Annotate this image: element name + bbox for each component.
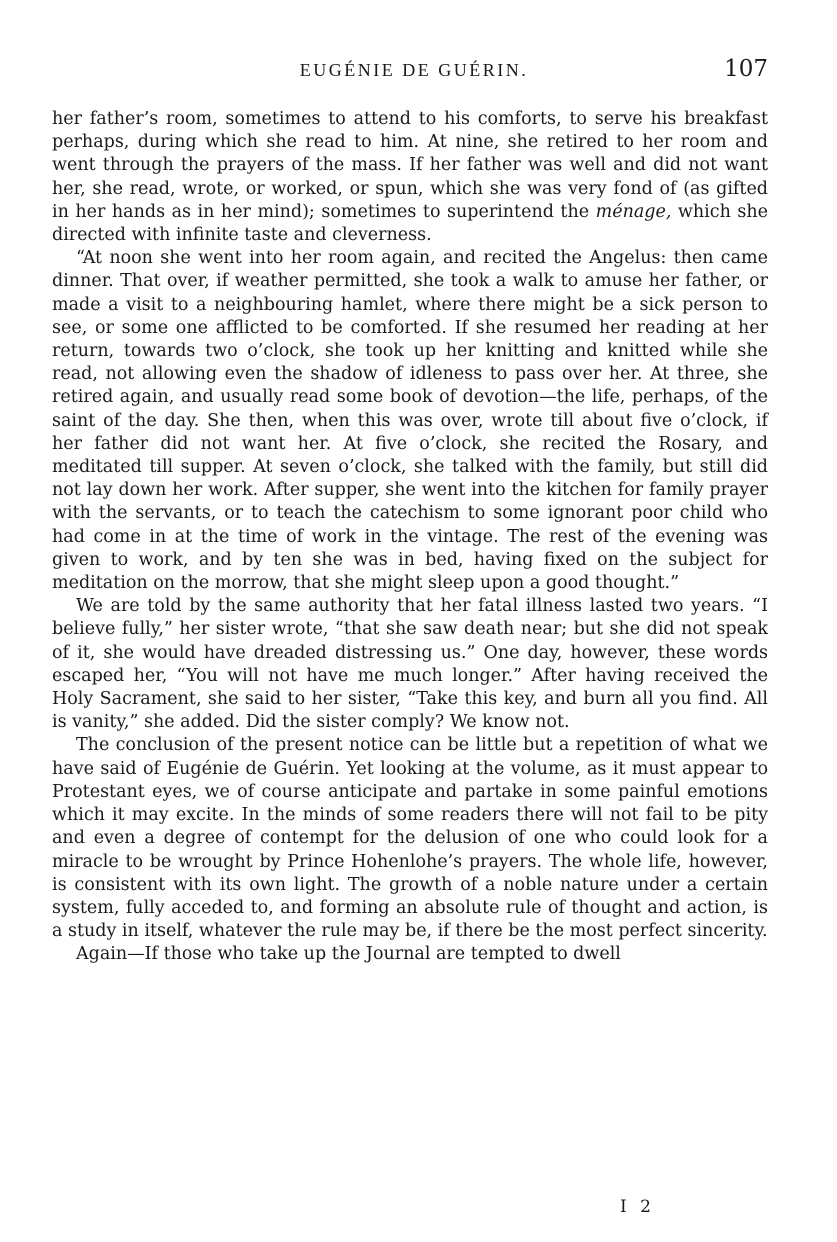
page-number: 107: [724, 56, 768, 82]
paragraph-1: [52, 108, 768, 247]
paragraph-1-italic: ménage,: [595, 201, 672, 222]
paragraph-5: Again—If those who take up the Journal are tempted to dwell: [76, 944, 621, 965]
page-header: [60, 56, 768, 88]
paragraph-1-text: her father’s room, sometimes to attend to his comforts, to serve his breakfast perhaps, during which she read to him. At nine, she retired to her room and went through the prayers of the mass. If her father was well and did not want her, she read, wrote, or worked, or spun, which she was very fond of (as gifted in her hands as in her mind); sometimes to superintend the: [52, 109, 768, 222]
body-text: [52, 108, 768, 967]
paragraph-1-text-end: which she directed with infinite taste and cleverness.: [52, 201, 768, 246]
paragraph-2: “At noon she went into her room again, and recited the Angelus: then came dinner. That over, if weather permitted, she took a walk to amuse her father, or made a visit to a neighbouring hamlet, where there might be a sick person to see, or some one afflicted to be comforted. If she resumed her reading at her return, towards two o’clock, she took up her knitting and knitted while she read, not allowing even the shadow of idleness to pass over her. At three, she retired again, and usually read some book of devotion—the life, perhaps, of the saint of the day. She then, when this was over, wrote till about five o’clock, if her father did not want her. At five o’clock, she recited the Rosary, and meditated till supper. At seven o’clock, she talked with the family, but still did not lay down her work. After supper, she went into the kitchen for family prayer with the servants, or to teach the catechism to some ignorant poor child who had come in at the time of work in the vintage. The rest of the evening was given to work, and by ten she was in bed, having fixed on the subject for meditation on the morrow, that she might sleep upon a good thought.”: [52, 248, 768, 594]
running-title: EUGÉNIE DE GUÉRIN.: [299, 60, 529, 80]
paragraph-3: We are told by the same authority that her fatal illness lasted two years. “I believe fully,” her sister wrote, “that she saw death near; but she did not speak of it, she would have dreaded distressing us.” One day, however, these words escaped her, “You will not have me much longer.” After having received the Holy Sacrament, she said to her sister, “Take this key, and burn all you find. All is vanity,” she added. Did the sister comply? We know not.: [52, 596, 768, 733]
signature-mark: I 2: [620, 1197, 655, 1217]
paragraph-4: The conclusion of the present notice can be little but a repetition of what we have said of Eugénie de Guérin. Yet looking at the volume, as it must appear to Protestant eyes, we of course anticipate and partake in some painful emotions which it may excite. In the minds of some readers there will not fail to be pity and even a degree of contempt for the delusion of one who could look for a miracle to be wrought by Prince Hohenlohe’s prayers. The whole life, however, is consistent with its own light. The growth of a noble nature under a certain system, fully acceded to, and forming an absolute rule of thought and action, is a study in itself, whatever the rule may be, if there be the most perfect sincerity.: [52, 735, 768, 942]
